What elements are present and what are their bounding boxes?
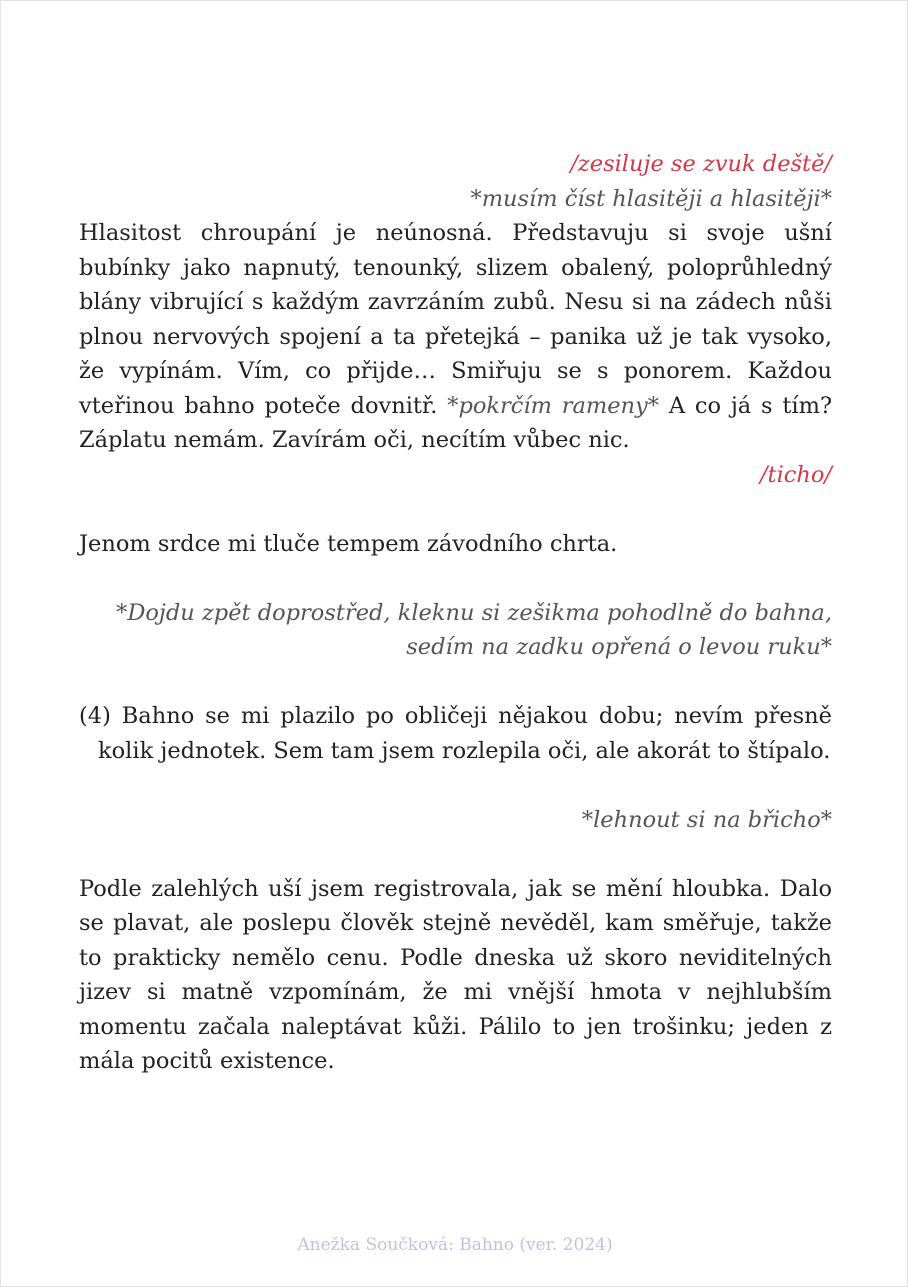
action-line: *Dojdu zpět doprostřed, kleknu si zešikma pohodlně do bahna, sedím na zadku opřená o levou ruku*: [116, 599, 832, 660]
paragraph: Podle zalehlých uší jsem registrovala, jak se mění hloubka. Dalo se plavat, ale poslepu člověk stejně nevěděl, kam směřuje, takže to prakticky nemělo cenu. Podle dneska už skoro neviditelných jizev si matně vzpomínám, že mi vnější hmota v nejhlubším momentu začala naleptávat kůži. Pálilo to jen trošinku; jeden z mála pocitů existence.: [79, 875, 832, 1074]
spacer: [79, 665, 832, 700]
action-line: *lehnout si na břicho*: [581, 806, 832, 833]
page-footer: Anežka Součková: Bahno (ver. 2024): [297, 1235, 613, 1255]
stage-direction: /ticho/: [759, 461, 832, 488]
paragraph: Jenom srdce mi tluče tempem závodního chrta.: [79, 530, 618, 557]
action-line: *musím číst hlasitěji a hlasitěji*: [470, 185, 832, 212]
inline-action: *pokrčím rameny*: [447, 392, 659, 419]
numbered-paragraph: (4) Bahno se mi plazilo po obličeji nějakou dobu; nevím přesně kolik jednotek. Sem tam jsem rozlepila oči, ale akorát to štípalo.: [79, 703, 832, 764]
spacer: [79, 492, 832, 527]
paragraph-text: A co já s tím? Záplatu nemám. Zavírám oči, necítím vůbec nic.: [79, 392, 833, 453]
spacer: [79, 837, 832, 872]
spacer: [79, 561, 832, 596]
stage-direction: /zesiluje se zvuk deště/: [570, 151, 832, 177]
page-content: [79, 147, 832, 1079]
paragraph-text: Hlasitost chroupání je neúnosná. Představuju si svoje ušní bubínky jako napnutý, tenounký, slizem obalený, poloprůhledný blány vibrující s každým zavrzáním zubů. Nesu si na zádech nůši plnou nervových spojení a ta přetejká – panika už je tak vysoko, že vypínám. Vím, co přijde… Smiřuju se s ponorem. Každou vteřinou bahno poteče dovnitř.: [79, 220, 832, 419]
spacer: [79, 768, 832, 803]
paragraph: [79, 216, 832, 458]
